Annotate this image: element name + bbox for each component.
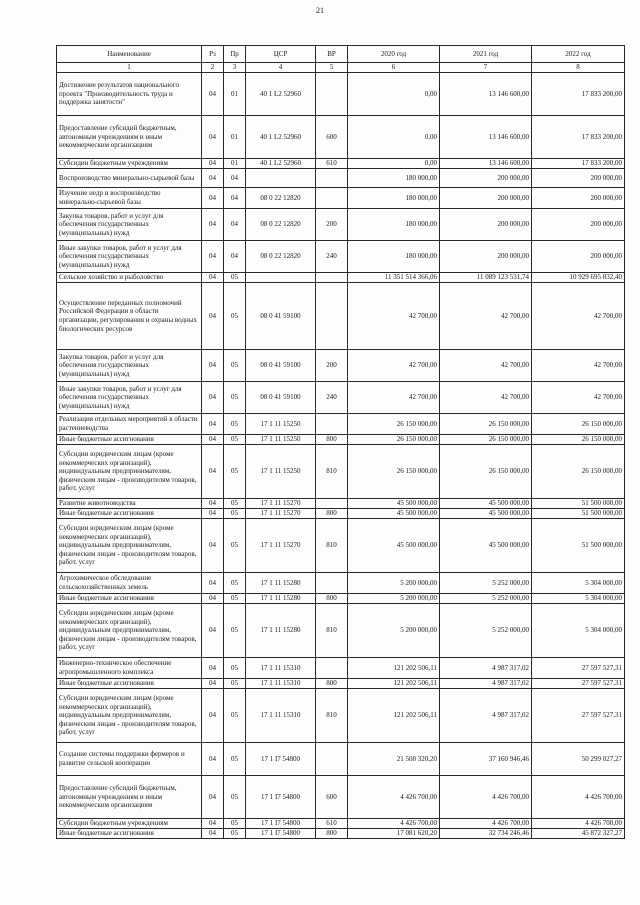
cell-vr	[316, 273, 348, 283]
cell-csr: 08 0 22 12820	[246, 209, 316, 241]
cell-csr: 17 1 I7 54800	[246, 776, 316, 819]
cell-pr: 05	[224, 519, 246, 573]
cell-2020: 0,00	[348, 159, 440, 169]
cell-csr: 17 1 11 15250	[246, 435, 316, 445]
cell-csr	[246, 169, 316, 188]
cell-rz: 04	[202, 519, 224, 573]
cell-rz: 04	[202, 73, 224, 116]
table-row	[57, 414, 625, 435]
cell-2021: 45 500 000,00	[440, 499, 532, 509]
cell-name: Иные закупки товаров, работ и услуг для обеспечения государственных (муниципальных) нужд	[57, 382, 202, 414]
cell-csr: 17 1 11 15280	[246, 604, 316, 658]
cell-2022: 17 833 200,00	[532, 159, 625, 169]
cell-2021: 200 000,00	[440, 169, 532, 188]
cell-rz: 04	[202, 283, 224, 350]
cell-pr: 05	[224, 776, 246, 819]
cell-2020: 26 150 000,00	[348, 435, 440, 445]
table-row	[57, 382, 625, 414]
cell-2022: 4 426 700,00	[532, 776, 625, 819]
cell-csr: 08 0 41 59100	[246, 382, 316, 414]
cell-name: Изучение недр и воспроизводство минерально-сырьевой базы	[57, 188, 202, 209]
cell-2022: 5 304 000,00	[532, 604, 625, 658]
cell-2020: 121 202 506,11	[348, 658, 440, 679]
cell-pr: 05	[224, 604, 246, 658]
col-header-vr: ВР	[316, 46, 348, 63]
cell-rz: 04	[202, 382, 224, 414]
table-row	[57, 658, 625, 679]
cell-pr: 01	[224, 159, 246, 169]
cell-2020: 0,00	[348, 116, 440, 159]
cell-2020: 21 508 320,20	[348, 743, 440, 776]
cell-name: Субсидии бюджетным учреждениям	[57, 819, 202, 829]
cell-vr: 610	[316, 819, 348, 829]
cell-2020: 4 426 700,00	[348, 819, 440, 829]
cell-rz: 04	[202, 743, 224, 776]
cell-2022: 5 304 000,00	[532, 594, 625, 604]
col-number: 4	[246, 63, 316, 73]
cell-2021: 42 700,00	[440, 283, 532, 350]
cell-pr: 05	[224, 658, 246, 679]
table-row	[57, 209, 625, 241]
cell-2022: 50 299 027,27	[532, 743, 625, 776]
table-body	[57, 73, 625, 839]
table-row	[57, 350, 625, 382]
table-row	[57, 169, 625, 188]
cell-vr: 800	[316, 829, 348, 839]
cell-2021: 4 987 317,02	[440, 689, 532, 743]
cell-pr: 05	[224, 445, 246, 499]
cell-pr: 05	[224, 350, 246, 382]
cell-rz: 04	[202, 604, 224, 658]
cell-2020: 45 500 000,00	[348, 499, 440, 509]
cell-2021: 42 700,00	[440, 382, 532, 414]
cell-vr: 600	[316, 776, 348, 819]
cell-2020: 180 000,00	[348, 188, 440, 209]
cell-csr: 08 0 22 12820	[246, 188, 316, 209]
cell-csr: 17 1 11 15250	[246, 445, 316, 499]
cell-2020: 45 500 000,00	[348, 509, 440, 519]
cell-pr: 05	[224, 273, 246, 283]
cell-vr: 240	[316, 241, 348, 273]
cell-pr: 01	[224, 73, 246, 116]
table-row	[57, 743, 625, 776]
cell-csr: 40 1 L2 52960	[246, 159, 316, 169]
col-header-csr: ЦСР	[246, 46, 316, 63]
cell-rz: 04	[202, 116, 224, 159]
cell-2022: 4 426 700,00	[532, 819, 625, 829]
cell-2021: 4 426 700,00	[440, 819, 532, 829]
cell-2020: 5 200 000,00	[348, 573, 440, 594]
cell-name: Субсидии бюджетным учреждениям	[57, 159, 202, 169]
col-number: 8	[532, 63, 625, 73]
cell-name: Субсидии юридическим лицам (кроме некоммерческих организаций), индивидуальным предпринимателям, физическим лицам - производителям товаров, работ, услуг	[57, 689, 202, 743]
table-row	[57, 604, 625, 658]
cell-name: Достижение результатов национального проекта "Производительность труда и поддержка занятости"	[57, 73, 202, 116]
cell-csr: 17 1 I7 54800	[246, 819, 316, 829]
cell-2020: 180 000,00	[348, 241, 440, 273]
cell-pr: 05	[224, 509, 246, 519]
col-number: 5	[316, 63, 348, 73]
table-row	[57, 188, 625, 209]
cell-2020: 180 000,00	[348, 169, 440, 188]
cell-vr: 810	[316, 519, 348, 573]
cell-2022: 17 833 200,00	[532, 73, 625, 116]
table-row	[57, 445, 625, 499]
cell-2022: 42 700,00	[532, 283, 625, 350]
cell-rz: 04	[202, 209, 224, 241]
cell-rz: 04	[202, 679, 224, 689]
cell-pr: 05	[224, 283, 246, 350]
cell-rz: 04	[202, 350, 224, 382]
cell-csr: 17 1 11 15310	[246, 658, 316, 679]
table-row	[57, 679, 625, 689]
cell-name: Создание системы поддержки фермеров и развитие сельской кооперации	[57, 743, 202, 776]
table-row	[57, 573, 625, 594]
cell-2022: 51 500 000,00	[532, 519, 625, 573]
cell-rz: 04	[202, 169, 224, 188]
cell-vr: 810	[316, 689, 348, 743]
cell-vr: 600	[316, 116, 348, 159]
cell-rz: 04	[202, 159, 224, 169]
cell-vr: 200	[316, 209, 348, 241]
cell-rz: 04	[202, 188, 224, 209]
cell-2020: 42 700,00	[348, 350, 440, 382]
cell-vr	[316, 283, 348, 350]
cell-2020: 4 426 700,00	[348, 776, 440, 819]
cell-rz: 04	[202, 241, 224, 273]
cell-2021: 200 000,00	[440, 241, 532, 273]
cell-rz: 04	[202, 689, 224, 743]
cell-pr: 05	[224, 414, 246, 435]
cell-name: Предоставление субсидий бюджетным, автономным учреждениям и иным некоммерческим организациям	[57, 116, 202, 159]
cell-2022: 51 500 000,00	[532, 499, 625, 509]
cell-csr: 17 1 11 15270	[246, 519, 316, 573]
cell-2022: 51 500 000,00	[532, 509, 625, 519]
cell-2020: 45 500 000,00	[348, 519, 440, 573]
cell-name: Закупка товаров, работ и услуг для обеспечения государственных (муниципальных) нужд	[57, 209, 202, 241]
cell-pr: 05	[224, 819, 246, 829]
cell-csr: 17 1 I7 54800	[246, 743, 316, 776]
cell-2020: 5 200 000,00	[348, 594, 440, 604]
cell-2022: 5 304 000,00	[532, 573, 625, 594]
cell-vr: 800	[316, 679, 348, 689]
cell-2021: 26 150 000,00	[440, 445, 532, 499]
cell-pr: 05	[224, 594, 246, 604]
cell-2021: 45 500 000,00	[440, 509, 532, 519]
cell-vr: 810	[316, 604, 348, 658]
col-number: 2	[202, 63, 224, 73]
cell-csr: 17 1 11 15310	[246, 689, 316, 743]
cell-name: Субсидии юридическим лицам (кроме некоммерческих организаций), индивидуальным предпринимателям, физическим лицам - производителям товаров, работ, услуг	[57, 519, 202, 573]
cell-vr: 800	[316, 509, 348, 519]
cell-pr: 05	[224, 499, 246, 509]
cell-2020: 121 202 506,11	[348, 679, 440, 689]
cell-2021: 45 500 000,00	[440, 519, 532, 573]
cell-2021: 26 150 000,00	[440, 414, 532, 435]
cell-csr: 40 1 L2 52960	[246, 73, 316, 116]
table-row	[57, 689, 625, 743]
table-row	[57, 283, 625, 350]
cell-2021: 37 160 946,46	[440, 743, 532, 776]
cell-name: Иные закупки товаров, работ и услуг для обеспечения государственных (муниципальных) нужд	[57, 241, 202, 273]
cell-pr: 05	[224, 573, 246, 594]
cell-2022: 42 700,00	[532, 350, 625, 382]
cell-vr: 200	[316, 350, 348, 382]
cell-2021: 5 252 000,00	[440, 573, 532, 594]
cell-csr: 08 0 22 12820	[246, 241, 316, 273]
cell-name: Предоставление субсидий бюджетным, автономным учреждениям и иным некоммерческим организациям	[57, 776, 202, 819]
cell-2021: 13 146 600,00	[440, 73, 532, 116]
cell-name: Агрохимическое обследование сельскохозяйственных земель	[57, 573, 202, 594]
cell-2022: 27 597 527,31	[532, 689, 625, 743]
cell-name: Иные бюджетные ассигнования	[57, 594, 202, 604]
cell-2021: 4 426 700,00	[440, 776, 532, 819]
cell-rz: 04	[202, 273, 224, 283]
table-row	[57, 829, 625, 839]
col-header-2022: 2022 год	[532, 46, 625, 63]
cell-2021: 4 987 317,02	[440, 679, 532, 689]
cell-rz: 04	[202, 819, 224, 829]
column-number-row	[57, 63, 625, 73]
cell-vr	[316, 743, 348, 776]
col-number: 6	[348, 63, 440, 73]
cell-rz: 04	[202, 658, 224, 679]
cell-2022: 27 597 527,31	[532, 679, 625, 689]
cell-rz: 04	[202, 445, 224, 499]
cell-2020: 26 150 000,00	[348, 414, 440, 435]
cell-name: Развитие животноводства	[57, 499, 202, 509]
cell-csr: 08 0 41 59100	[246, 283, 316, 350]
cell-2020: 0,00	[348, 73, 440, 116]
cell-vr	[316, 573, 348, 594]
cell-pr: 05	[224, 382, 246, 414]
cell-2021: 26 150 000,00	[440, 435, 532, 445]
cell-csr: 40 1 L2 52960	[246, 116, 316, 159]
cell-pr: 04	[224, 241, 246, 273]
cell-2021: 13 146 600,00	[440, 116, 532, 159]
cell-pr: 04	[224, 169, 246, 188]
cell-rz: 04	[202, 776, 224, 819]
cell-2022: 200 000,00	[532, 188, 625, 209]
cell-name: Субсидии юридическим лицам (кроме некоммерческих организаций), индивидуальным предпринимателям, физическим лицам - производителям товаров, работ, услуг	[57, 604, 202, 658]
cell-pr: 05	[224, 679, 246, 689]
cell-csr: 17 1 11 15310	[246, 679, 316, 689]
cell-2022: 10 929 695 832,40	[532, 273, 625, 283]
cell-2022: 45 872 327,27	[532, 829, 625, 839]
cell-vr: 610	[316, 159, 348, 169]
page-number: 21	[316, 6, 324, 15]
cell-2021: 5 252 000,00	[440, 604, 532, 658]
table-row	[57, 594, 625, 604]
col-header-2020: 2020 год	[348, 46, 440, 63]
cell-pr: 01	[224, 116, 246, 159]
cell-csr: 17 1 11 15270	[246, 499, 316, 509]
cell-vr: 800	[316, 594, 348, 604]
cell-csr: 17 1 11 15250	[246, 414, 316, 435]
cell-vr: 810	[316, 445, 348, 499]
table-row	[57, 273, 625, 283]
cell-rz: 04	[202, 414, 224, 435]
cell-vr: 240	[316, 382, 348, 414]
cell-2022: 42 700,00	[532, 382, 625, 414]
cell-2022: 26 150 000,00	[532, 435, 625, 445]
table-row	[57, 73, 625, 116]
cell-name: Иные бюджетные ассигнования	[57, 829, 202, 839]
table-row	[57, 116, 625, 159]
cell-2020: 180 000,00	[348, 209, 440, 241]
col-header-name: Наименование	[57, 46, 202, 63]
table-row	[57, 241, 625, 273]
cell-2021: 13 146 600,00	[440, 159, 532, 169]
cell-2020: 11 351 514 366,06	[348, 273, 440, 283]
cell-2020: 5 200 000,00	[348, 604, 440, 658]
cell-2021: 11 089 123 531,74	[440, 273, 532, 283]
cell-vr: 800	[316, 435, 348, 445]
cell-2021: 32 734 246,46	[440, 829, 532, 839]
cell-csr: 17 1 11 15280	[246, 594, 316, 604]
cell-pr: 05	[224, 689, 246, 743]
cell-2022: 200 000,00	[532, 209, 625, 241]
cell-rz: 04	[202, 829, 224, 839]
cell-2021: 5 252 000,00	[440, 594, 532, 604]
cell-2022: 26 150 000,00	[532, 445, 625, 499]
cell-csr: 08 0 41 59100	[246, 350, 316, 382]
cell-name: Иные бюджетные ассигнования	[57, 435, 202, 445]
cell-2022: 27 597 527,31	[532, 658, 625, 679]
cell-2022: 26 150 000,00	[532, 414, 625, 435]
cell-2021: 200 000,00	[440, 209, 532, 241]
cell-pr: 04	[224, 209, 246, 241]
cell-2022: 200 000,00	[532, 241, 625, 273]
cell-vr	[316, 188, 348, 209]
cell-pr: 04	[224, 188, 246, 209]
cell-name: Субсидии юридическим лицам (кроме некоммерческих организаций), индивидуальным предпринимателям, физическим лицам - производителям товаров, работ, услуг	[57, 445, 202, 499]
cell-name: Осуществление переданных полномочий Российской Федерации в области организации, регулирования и охраны водных биологических ресурсов	[57, 283, 202, 350]
cell-vr	[316, 658, 348, 679]
col-number: 1	[57, 63, 202, 73]
cell-name: Сельское хозяйство и рыболовство	[57, 273, 202, 283]
cell-csr: 17 1 11 15280	[246, 573, 316, 594]
table-row	[57, 776, 625, 819]
col-header-2021: 2021 год	[440, 46, 532, 63]
col-header-rz: Рз	[202, 46, 224, 63]
cell-pr: 05	[224, 743, 246, 776]
header-row	[57, 46, 625, 63]
cell-2020: 26 150 000,00	[348, 445, 440, 499]
cell-csr: 17 1 11 15270	[246, 509, 316, 519]
cell-2021: 42 700,00	[440, 350, 532, 382]
cell-name: Воспроизводство минерально-сырьевой базы	[57, 169, 202, 188]
cell-vr	[316, 414, 348, 435]
cell-name: Инженерно-техническое обеспечение агропромышленного комплекса	[57, 658, 202, 679]
table-row	[57, 435, 625, 445]
cell-vr	[316, 499, 348, 509]
cell-2021: 4 987 317,02	[440, 658, 532, 679]
cell-name: Иные бюджетные ассигнования	[57, 679, 202, 689]
table-row	[57, 519, 625, 573]
cell-vr	[316, 73, 348, 116]
budget-table	[56, 45, 625, 839]
table-row	[57, 499, 625, 509]
cell-2020: 42 700,00	[348, 382, 440, 414]
col-number: 7	[440, 63, 532, 73]
cell-name: Закупка товаров, работ и услуг для обеспечения государственных (муниципальных) нужд	[57, 350, 202, 382]
cell-rz: 04	[202, 509, 224, 519]
cell-pr: 05	[224, 829, 246, 839]
cell-vr	[316, 169, 348, 188]
cell-csr: 17 1 I7 54800	[246, 829, 316, 839]
cell-2021: 200 000,00	[440, 188, 532, 209]
cell-rz: 04	[202, 499, 224, 509]
cell-2020: 42 700,00	[348, 283, 440, 350]
col-number: 3	[224, 63, 246, 73]
table-row	[57, 159, 625, 169]
cell-2022: 200 000,00	[532, 169, 625, 188]
cell-rz: 04	[202, 573, 224, 594]
cell-2020: 17 081 620,20	[348, 829, 440, 839]
cell-csr	[246, 273, 316, 283]
cell-rz: 04	[202, 594, 224, 604]
cell-name: Иные бюджетные ассигнования	[57, 509, 202, 519]
cell-2020: 121 202 506,11	[348, 689, 440, 743]
cell-name: Реализация отдельных мероприятий в области растениеводства	[57, 414, 202, 435]
table-row	[57, 509, 625, 519]
col-header-pr: Пр	[224, 46, 246, 63]
table-row	[57, 819, 625, 829]
cell-pr: 05	[224, 435, 246, 445]
cell-2022: 17 833 200,00	[532, 116, 625, 159]
cell-rz: 04	[202, 435, 224, 445]
